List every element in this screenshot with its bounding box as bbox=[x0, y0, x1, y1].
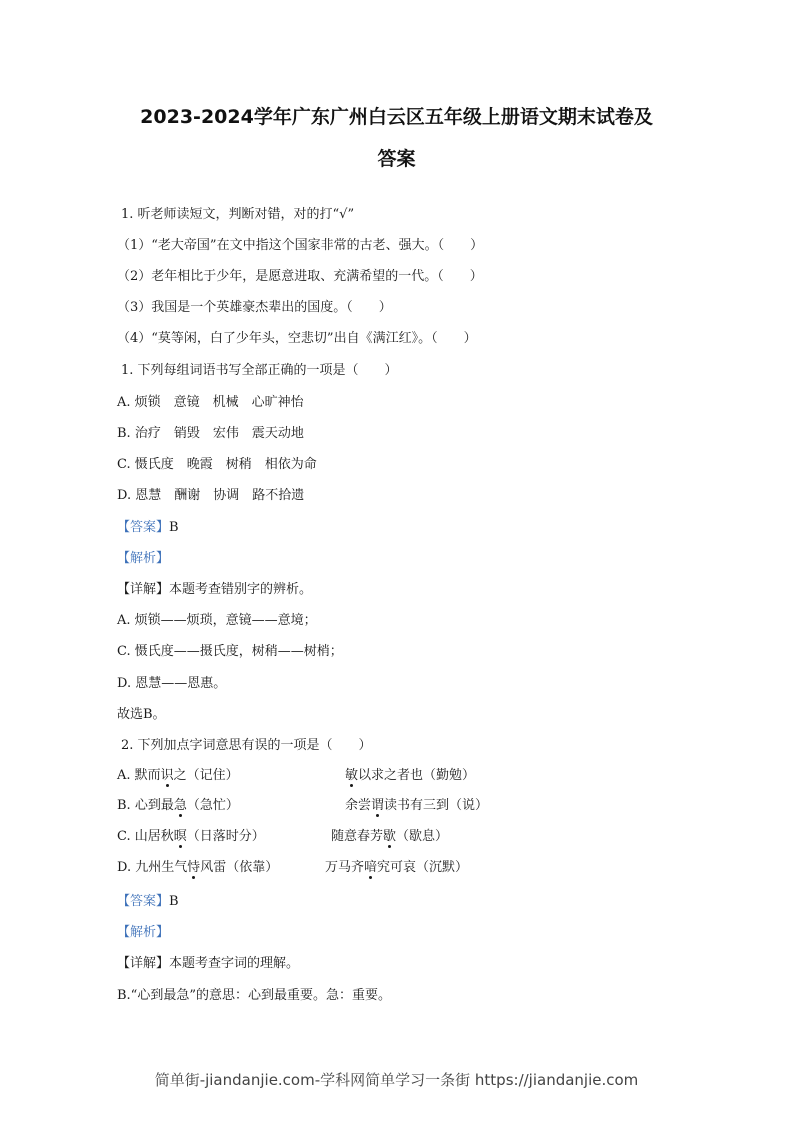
listen-item-3: （3）我国是一个英雄豪杰辈出的国度。（ ） bbox=[117, 300, 392, 315]
q2-row-c-right-dotted: 歇 bbox=[383, 829, 397, 844]
q2-row-b-right-dotted: 谓 bbox=[371, 798, 385, 813]
q2-row-b-right-pre: 余尝 bbox=[345, 798, 372, 813]
q1-explanation-d: D. 恩慧——恩惠。 bbox=[117, 676, 227, 691]
q1-conclusion: 故选B。 bbox=[117, 707, 166, 722]
q2-row-b-left-dotted: 急 bbox=[173, 798, 187, 813]
q2-row-b-left bbox=[117, 797, 239, 815]
q2-row-d-right-dotted: 喑 bbox=[364, 860, 378, 875]
q2-row-b-right-post: 读书有三到（说） bbox=[384, 798, 489, 813]
q2-row-c-left-pre: C. 山居秋 bbox=[117, 829, 174, 844]
q1-stem: 1. 下列每组词语书写全部正确的一项是（ ） bbox=[121, 363, 398, 378]
q2-row-c-left bbox=[117, 828, 265, 846]
q2-detail: 【详解】本题考查字词的理解。 bbox=[117, 956, 300, 971]
q2-row-b-right bbox=[345, 797, 488, 815]
q2-row-c-right bbox=[331, 828, 448, 846]
q2-row-a-right bbox=[345, 767, 475, 785]
q2-row-a-left-dotted: 识 bbox=[160, 768, 174, 783]
q2-row-b-left-pre: B. 心到最 bbox=[117, 798, 174, 813]
q1-answer-label: 【答案】 bbox=[117, 520, 170, 535]
listen-item-4: （4）“莫等闲，白了少年头，空悲切”出自《满江红》。（ ） bbox=[117, 331, 477, 346]
q2-row-a-left bbox=[117, 767, 239, 785]
q2-row-d-left-post: 风雷（依靠） bbox=[200, 860, 279, 875]
q2-row-a-right-post: 以求之者也（勤勉） bbox=[358, 768, 476, 783]
document-title-line-2: 答案 bbox=[377, 148, 416, 170]
document-title-line-1: 2023-2024学年广东广州白云区五年级上册语文期末试卷及 bbox=[140, 106, 653, 128]
q2-row-d-right bbox=[325, 859, 468, 877]
q2-answer bbox=[117, 893, 179, 911]
listen-question-intro: 1. 听老师读短文，判断对错，对的打“√” bbox=[121, 207, 355, 222]
q2-answer-label: 【答案】 bbox=[117, 894, 170, 909]
q2-row-c-right-post: （歇息） bbox=[396, 829, 449, 844]
listen-item-2: （2）老年相比于少年，是愿意进取、充满希望的一代。（ ） bbox=[117, 269, 483, 284]
q2-row-a-right-dotted: 敏 bbox=[345, 768, 359, 783]
q1-detail: 【详解】本题考查错别字的辨析。 bbox=[117, 582, 313, 597]
q1-answer-value: B bbox=[169, 520, 179, 535]
q1-option-d: D. 恩慧 酬谢 协调 路不拾遗 bbox=[117, 488, 305, 503]
q1-explanation-c: C. 慑氏度——摄氏度，树稍——树梢； bbox=[117, 644, 343, 659]
q2-row-c-left-post: （日落时分） bbox=[186, 829, 265, 844]
q2-row-c-left-dotted: 暝 bbox=[173, 829, 187, 844]
q2-row-d-right-post: 究可哀（沉默） bbox=[377, 860, 469, 875]
q1-option-b: B. 治疗 销毁 宏伟 震天动地 bbox=[117, 426, 304, 441]
q1-explanation-a: A. 烦锁——烦琐，意镜——意境； bbox=[117, 613, 317, 628]
q2-explanation: B.“心到最急”的意思：心到最重要。急：重要。 bbox=[117, 988, 391, 1003]
q2-row-d-left-dotted: 恃 bbox=[187, 860, 201, 875]
q1-answer bbox=[117, 519, 179, 537]
q2-analysis-label: 【解析】 bbox=[117, 925, 170, 940]
q2-answer-value: B bbox=[169, 894, 179, 909]
q2-row-d-left-pre: D. 九州生气 bbox=[117, 860, 188, 875]
q1-option-c: C. 慑氏度 晚霞 树稍 相依为命 bbox=[117, 457, 317, 472]
q2-stem: 2. 下列加点字词意思有误的一项是（ ） bbox=[121, 738, 372, 753]
q2-row-a-left-pre: A. 默而 bbox=[117, 768, 161, 783]
q1-option-a: A. 烦锁 意镜 机械 心旷神怡 bbox=[117, 395, 304, 410]
q2-row-d-left bbox=[117, 859, 278, 877]
footer-watermark: 简单街-jiandanjie.com-学科网简单学习一条街 https://jiandanjie.com bbox=[154, 1071, 639, 1089]
q1-analysis-label: 【解析】 bbox=[117, 551, 170, 566]
listen-item-1: （1）“老大帝国”在文中指这个国家非常的古老、强大。（ ） bbox=[117, 238, 484, 253]
q2-row-a-left-post: 之（记住） bbox=[173, 768, 239, 783]
q2-row-b-left-post: （急忙） bbox=[186, 798, 239, 813]
q2-row-c-right-pre: 随意春芳 bbox=[331, 829, 384, 844]
q2-row-d-right-pre: 万马齐 bbox=[325, 860, 365, 875]
